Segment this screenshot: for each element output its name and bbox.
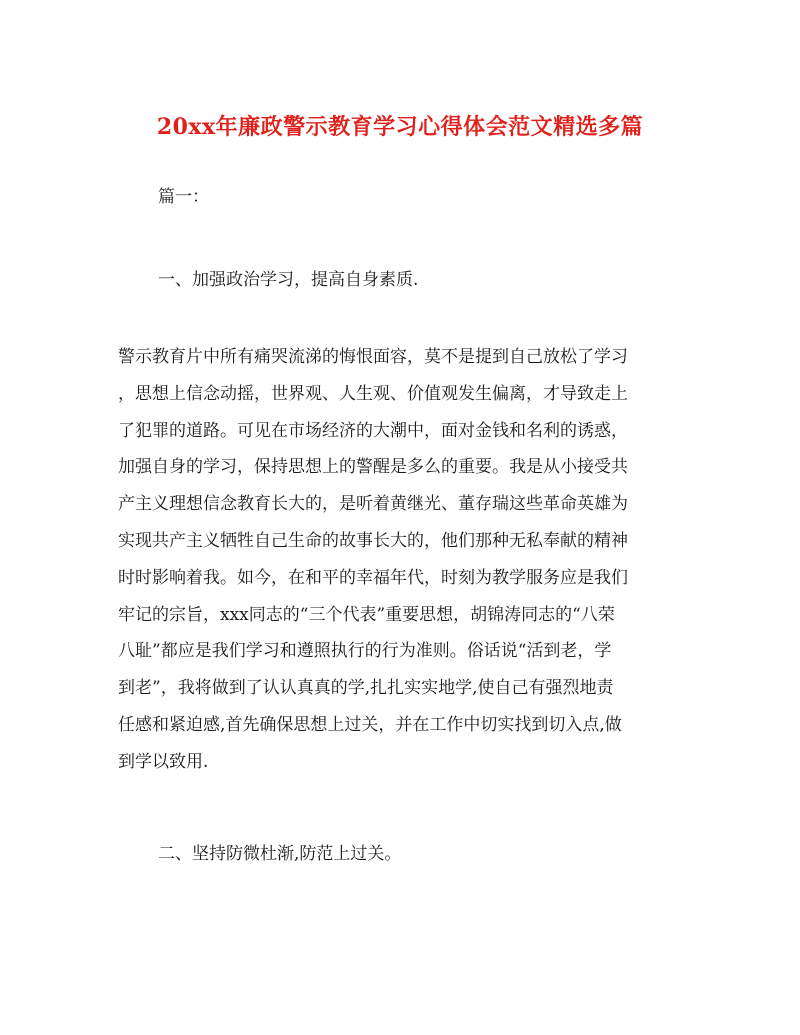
paragraph-line: 实现共产主义牺牲自己生命的故事长大的，他们那种无私奉献的精神 [118,530,628,551]
paragraph-line: 警示教育片中所有痛哭流涕的悔恨面容，莫不是提到自己放松了学习 [118,347,628,367]
paragraph-line: 八耻”都应是我们学习和遵照执行的行为准则。俗话说“活到老，学 [118,641,612,662]
paragraph-line: 时时影响着我。如今，在和平的幸福年代，时刻为教学服务应是我们 [118,567,628,588]
paragraph-line: 产主义理想信念教育长大的，是听着黄继光、董存瑞这些革命英雄为 [118,494,628,515]
section-one-heading: 一、加强政治学习，提高自身素质. [158,270,419,290]
paragraph-line: 到老”，我将做到了认认真真的学,扎扎实实地学,使自己有强烈地责 [118,678,614,699]
paragraph-line: 加强自身的学习，保持思想上的警醒是多么的重要。我是从小接受共 [118,457,628,478]
part-label: 篇一： [158,187,209,207]
paragraph-line: 了犯罪的道路。可见在市场经济的大潮中，面对金钱和名利的诱惑， [118,420,628,441]
body-paragraph [118,345,688,787]
paragraph-line: 到学以致用. [118,751,209,772]
document-title: 20xx年廉政警示教育学习心得体会范文精选多篇 [156,114,644,140]
paragraph-line: 牢记的宗旨，xxx同志的“三个代表”重要思想，胡锦涛同志的“八荣 [118,604,615,625]
paragraph-line: 任感和紧迫感,首先确保思想上过关，并在工作中切实找到切入点,做 [118,714,622,735]
paragraph-line: ，思想上信念动摇，世界观、人生观、价值观发生偏离，才导致走上 [118,383,628,404]
section-two-heading: 二、坚持防微杜渐,防范上过关。 [158,844,402,864]
